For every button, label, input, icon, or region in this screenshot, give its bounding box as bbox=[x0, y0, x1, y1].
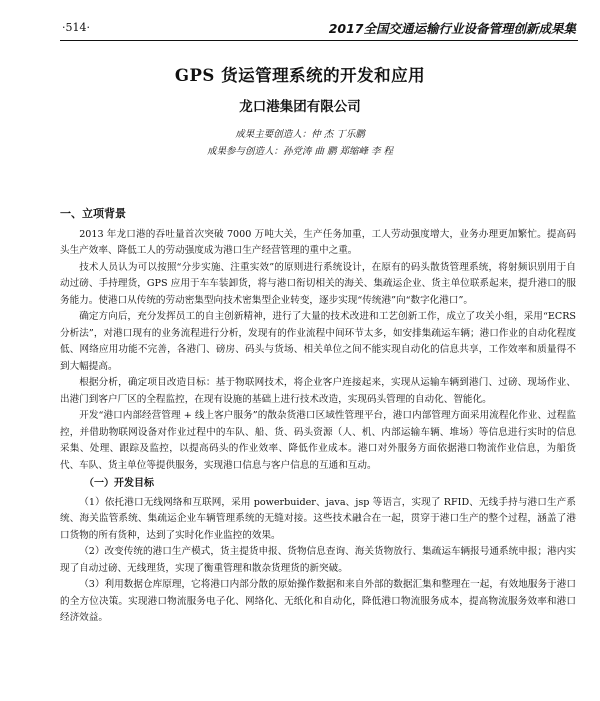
body-paragraph: 开发“港口内部经营管理 + 线上客户服务”的散杂货港口区域性管理平台，港口内部管理方面采用流程化作业、过程监控，并借助物联网设备对作业过程中的车队、船、货、码头资源（人、机、内部运输车辆、堆场）等信息进行实时的信息采集、处理、跟踪及监控，以提高码头的作业效率、降低作业成本。港口对外服务方面依据港口物流作业信息，为船货代、车队、货主单位等提供服务，实现港口信息与客户信息的互通和互动。 bbox=[60, 410, 576, 471]
subsection-heading: （一）开发目标 bbox=[84, 478, 154, 489]
body-paragraph: 技术人员认为可以按照“分步实施、注重实效”的原则进行系统设计，在原有的码头散货管理系统，将射频识别用于自动过磅、手持理货，GPS 应用于车车装卸货，将与港口衔切相关的海关、集疏运企业、货主单位联系起来，提升港口的服务能力。使港口从传统的劳动密集型向技术密集型企业转变，逐步实现“传统港”向“数字化港口”。 bbox=[60, 261, 576, 306]
running-header bbox=[62, 18, 576, 38]
organization-name: 龙口港集团有限公司 bbox=[239, 99, 361, 115]
body-paragraph: （2）改变传统的港口生产模式，货主提货申报、货物信息查询、海关货物放行、集疏运车辆报号通系统申报；港内实现了自动过磅、无线理货，实现了衡重管理和散杂货理货的新突破。 bbox=[60, 546, 576, 574]
section-heading: 一、立项背景 bbox=[60, 207, 126, 220]
participant-creators: 成果参与创造人：孙党涛 曲 鹏 郑缩峰 李 程 bbox=[206, 146, 394, 157]
body-paragraph: （3）利用数据仓库原理，它将港口内部分散的原始操作数据和来自外部的数据汇集和整理在一起，有效地服务于港口的全方位决策。实现港口物流服务电子化、网络化、无纸化和自动化，降低港口物流服务成本，提高物流服务效率和港口经济效益。 bbox=[60, 579, 576, 623]
header-rule bbox=[60, 40, 578, 41]
article-body bbox=[60, 206, 576, 627]
main-creators: 成果主要创造人：仲 杰 丁乐鹏 bbox=[235, 129, 365, 140]
body-paragraph: 确定方向后，充分发挥员工的自主创新精神，进行了大量的技术改进和工艺创新工作，成立了攻关小组，采用“ECRS 分析法”，对港口现有的业务流程进行分析，发现有的作业流程中间环节太多，如安排集疏运车辆；港口作业的自动化程度低、网络应用功能不完善，各港门、磅房、码头与货场、相关单位之间不能实现自动化的信息共享，工作效率和质量得不到大幅提高。 bbox=[60, 311, 576, 372]
page-number: ·514· bbox=[62, 21, 90, 34]
body-paragraph: （1）依托港口无线网络和互联网，采用 powerbuider、java、jsp 等语言，实现了 RFID、无线手持与港口生产系统、海关监管系统、集疏运企业车辆管理系统的无缝对接。这些技术融合在一起，贯穿于港口生产的整个过程，涵盖了港口货物的所有货种，达到了实时化作业监控的效果。 bbox=[60, 496, 576, 541]
body-paragraph: 2013 年龙口港的吞吐量首次突破 7000 万吨大关，生产任务加重，工人劳动强度增大，业务办理更加繁忙。提高码头生产效率、降低工人的劳动强度成为港口生产经营管理的重中之重。 bbox=[60, 228, 576, 256]
body-paragraph: 根据分析，确定项目改造目标：基于物联网技术，将企业客户连接起来，实现从运输车辆到港门、过磅、现场作业、出港门到客户厂区的全程监控，在现有设施的基础上进行技术改造，实现码头管理的自动化、智能化。 bbox=[60, 377, 576, 405]
article-title: GPS 货运管理系统的开发和应用 bbox=[174, 66, 426, 85]
running-title: 2017全国交通运输行业设备管理创新成果集 bbox=[328, 21, 576, 36]
